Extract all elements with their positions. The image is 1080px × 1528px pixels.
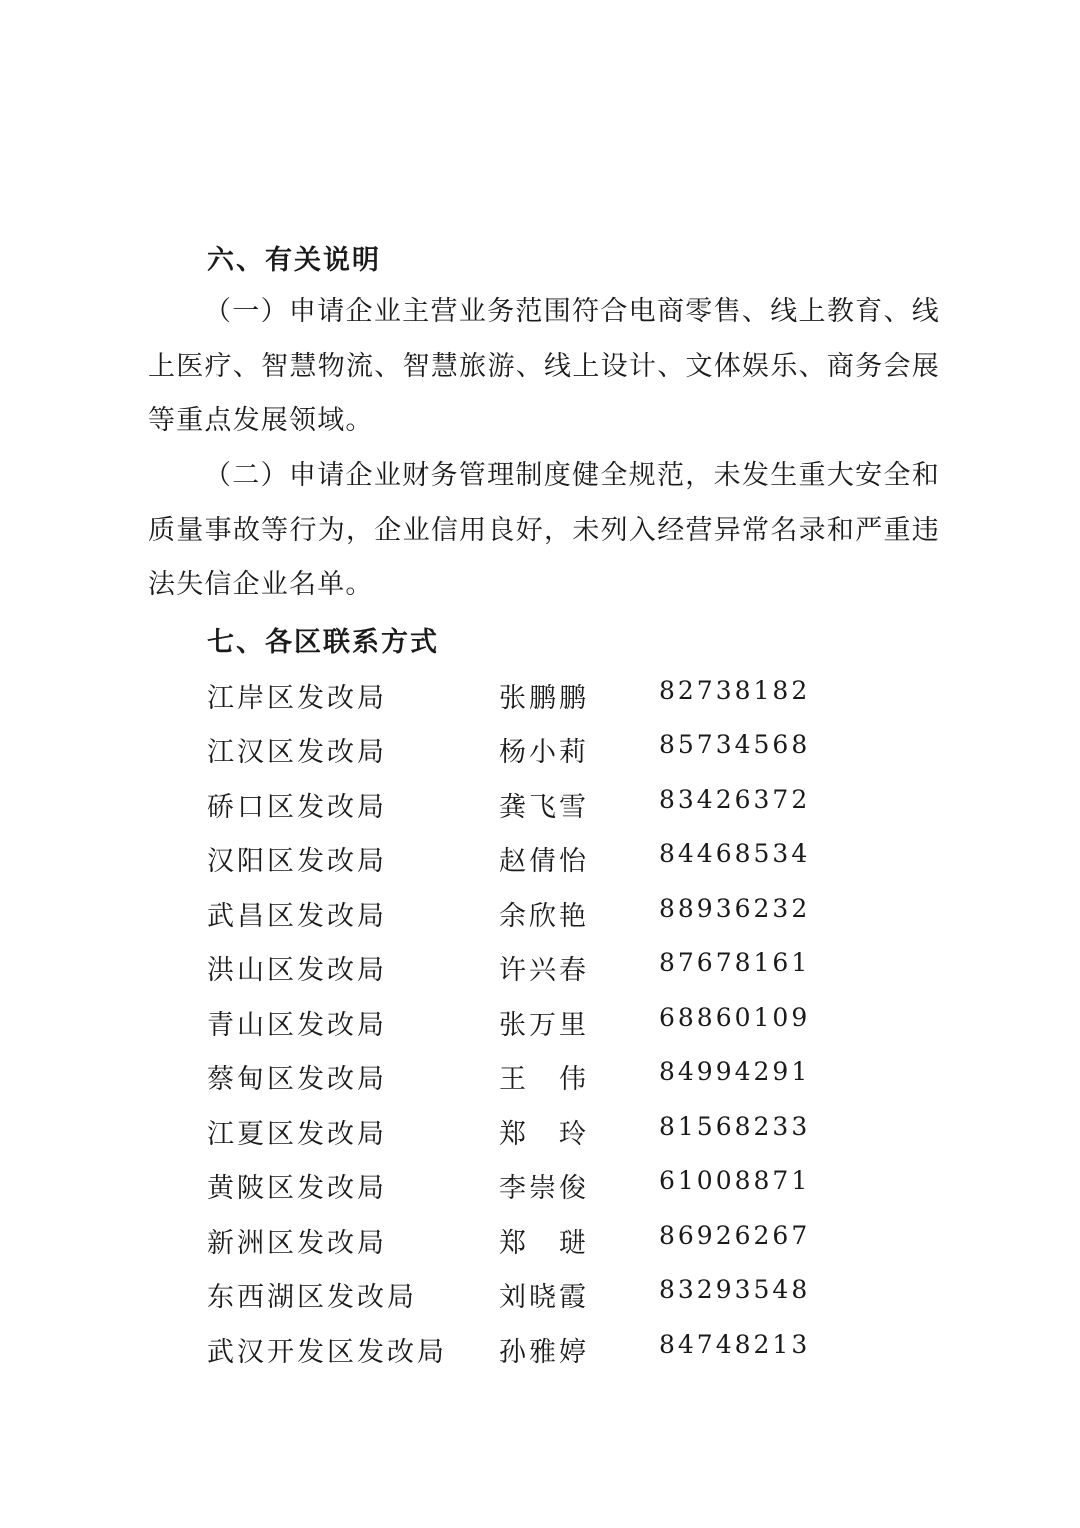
contact-name: 余欣艳	[499, 901, 589, 932]
section-6-heading: 六、有关说明	[207, 245, 381, 276]
section-6-paragraph-2: （二）申请企业财务管理制度健全规范，未发生重大安全和质量事故等行为，企业信用良好，未列入经营异常名录和严重违法失信企业名单。	[148, 460, 940, 600]
contact-phone: 82738182	[659, 676, 811, 705]
contact-office: 江汉区发改局	[207, 737, 387, 768]
section-7-heading: 七、各区联系方式	[207, 627, 439, 658]
contact-phone: 84468534	[659, 839, 811, 868]
contact-name: 李崇俊	[499, 1173, 589, 1204]
contact-phone: 83293548	[659, 1275, 811, 1304]
contact-row	[0, 1166, 1080, 1206]
contact-name: 郑 玲	[499, 1119, 589, 1150]
contact-name: 杨小莉	[499, 737, 589, 768]
contact-office: 武昌区发改局	[207, 901, 387, 932]
contact-row	[0, 894, 1080, 934]
contact-row	[0, 1057, 1080, 1097]
contact-row	[0, 1003, 1080, 1043]
contact-office: 江岸区发改局	[207, 683, 387, 714]
contact-name: 赵倩怡	[499, 846, 589, 877]
contact-phone: 87678161	[659, 948, 811, 977]
contact-name: 张万里	[499, 1010, 589, 1041]
contact-row	[0, 948, 1080, 988]
contact-row	[0, 1275, 1080, 1315]
contact-name: 刘晓霞	[499, 1282, 589, 1313]
contact-phone: 81568233	[659, 1112, 811, 1141]
contact-phone: 83426372	[659, 785, 811, 814]
contact-row	[0, 1330, 1080, 1370]
contact-name: 孙雅婷	[499, 1337, 589, 1368]
contact-office: 蔡甸区发改局	[207, 1064, 387, 1095]
contact-office: 青山区发改局	[207, 1010, 387, 1041]
contact-office: 洪山区发改局	[207, 955, 387, 986]
contact-name: 许兴春	[499, 955, 589, 986]
contact-phone: 84748213	[659, 1330, 811, 1359]
contact-name: 张鹏鹏	[499, 683, 589, 714]
contact-row	[0, 676, 1080, 716]
contact-phone: 68860109	[659, 1003, 811, 1032]
contact-row	[0, 785, 1080, 825]
contact-office: 新洲区发改局	[207, 1228, 387, 1259]
contact-name: 龚飞雪	[499, 792, 589, 823]
contact-office: 东西湖区发改局	[207, 1282, 417, 1313]
contact-phone: 88936232	[659, 894, 811, 923]
contact-office: 黄陂区发改局	[207, 1173, 387, 1204]
contact-row	[0, 1221, 1080, 1261]
contact-phone: 61008871	[659, 1166, 811, 1195]
contact-office: 硚口区发改局	[207, 792, 387, 823]
contact-name: 郑 琎	[499, 1228, 589, 1259]
contact-row	[0, 839, 1080, 879]
contact-phone: 84994291	[659, 1057, 811, 1086]
contact-row	[0, 1112, 1080, 1152]
contact-office: 汉阳区发改局	[207, 846, 387, 877]
contact-office: 江夏区发改局	[207, 1119, 387, 1150]
contact-phone: 86926267	[659, 1221, 811, 1250]
contact-name: 王 伟	[499, 1064, 589, 1095]
contact-phone: 85734568	[659, 730, 811, 759]
contact-row	[0, 730, 1080, 770]
contact-office: 武汉开发区发改局	[207, 1337, 447, 1368]
section-6-paragraph-1: （一）申请企业主营业务范围符合电商零售、线上教育、线上医疗、智慧物流、智慧旅游、线上设计、文体娱乐、商务会展等重点发展领域。	[148, 296, 940, 436]
